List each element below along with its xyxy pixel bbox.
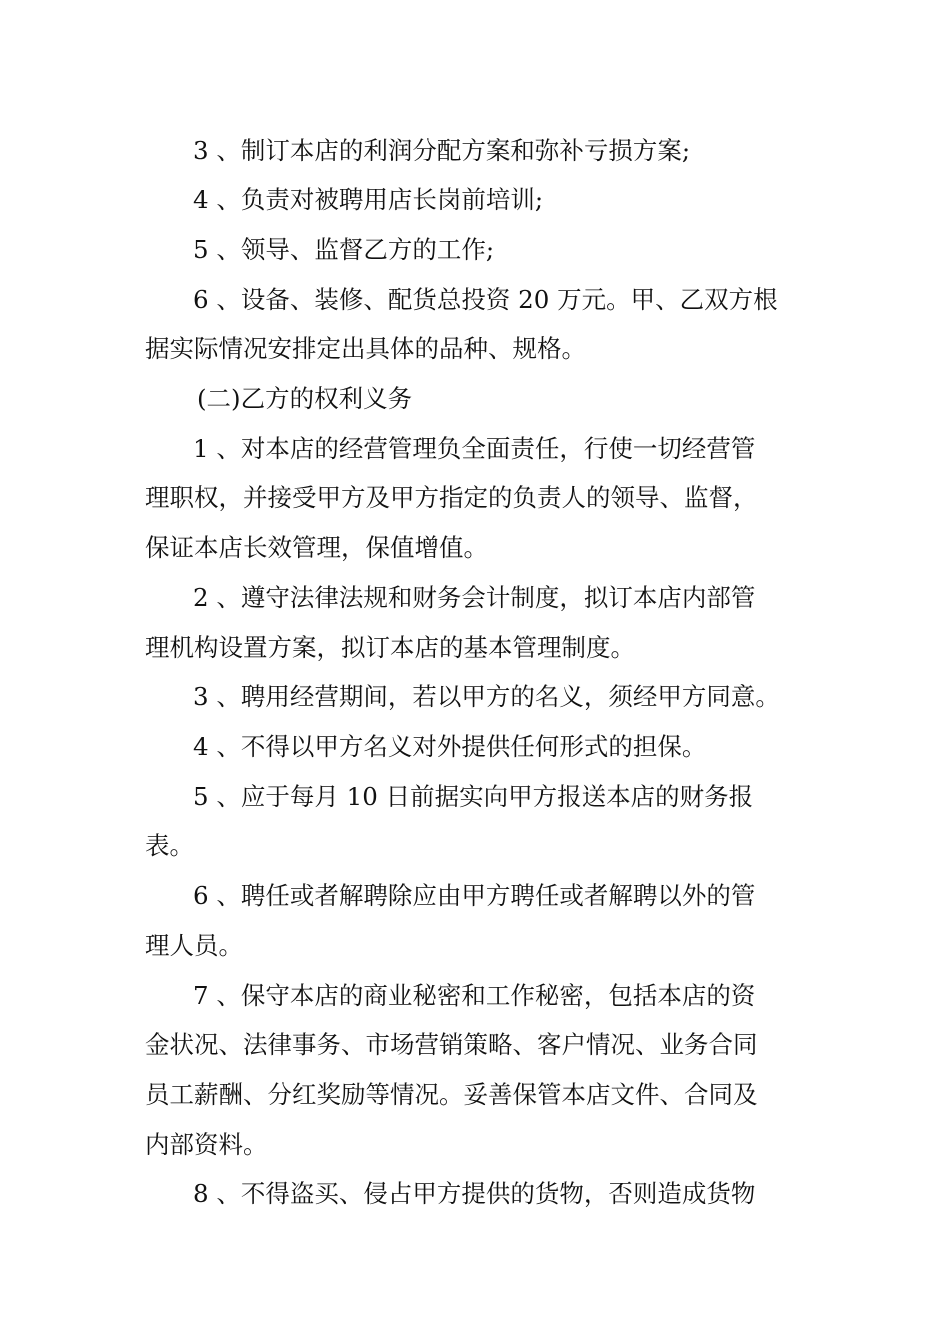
text-line: 7 、保守本店的商业秘密和工作秘密，包括本店的资 bbox=[193, 981, 756, 1010]
text-line: 6 、设备、装修、配货总投资 20 万元。甲、乙双方根 bbox=[193, 285, 778, 314]
text-line: 保证本店长效管理，保值增值。 bbox=[145, 533, 488, 562]
text-line: 理职权，并接受甲方及甲方指定的负责人的领导、监督， bbox=[145, 483, 758, 512]
text-line: 4 、不得以甲方名义对外提供任何形式的担保。 bbox=[193, 732, 707, 761]
section-heading: (二)乙方的权利义务 bbox=[197, 384, 413, 413]
text-line: 5 、领导、监督乙方的工作; bbox=[193, 235, 495, 264]
text-line: 1 、对本店的经营管理负全面责任，行使一切经营管 bbox=[193, 434, 756, 463]
text-line: 据实际情况安排定出具体的品种、规格。 bbox=[145, 334, 586, 363]
text-line: 8 、不得盗买、侵占甲方提供的货物，否则造成货物 bbox=[193, 1179, 756, 1208]
text-line: 2 、遵守法律法规和财务会计制度，拟订本店内部管 bbox=[193, 583, 756, 612]
text-line: 理机构设置方案，拟订本店的基本管理制度。 bbox=[145, 633, 635, 662]
text-line: 内部资料。 bbox=[145, 1130, 268, 1159]
text-line: 员工薪酬、分红奖励等情况。妥善保管本店文件、合同及 bbox=[145, 1080, 758, 1109]
text-line: 4 、负责对被聘用店长岗前培训; bbox=[193, 185, 544, 214]
text-line: 3 、聘用经营期间，若以甲方的名义，须经甲方同意。 bbox=[193, 682, 780, 711]
text-line: 理人员。 bbox=[145, 931, 243, 960]
text-line: 表。 bbox=[145, 831, 194, 860]
text-line: 3 、制订本店的利润分配方案和弥补亏损方案; bbox=[193, 136, 691, 165]
text-line: 6 、聘任或者解聘除应由甲方聘任或者解聘以外的管 bbox=[193, 881, 756, 910]
text-line: 金状况、法律事务、市场营销策略、客户情况、业务合同 bbox=[145, 1030, 758, 1059]
text-line: 5 、应于每月 10 日前据实向甲方报送本店的财务报 bbox=[193, 782, 754, 811]
